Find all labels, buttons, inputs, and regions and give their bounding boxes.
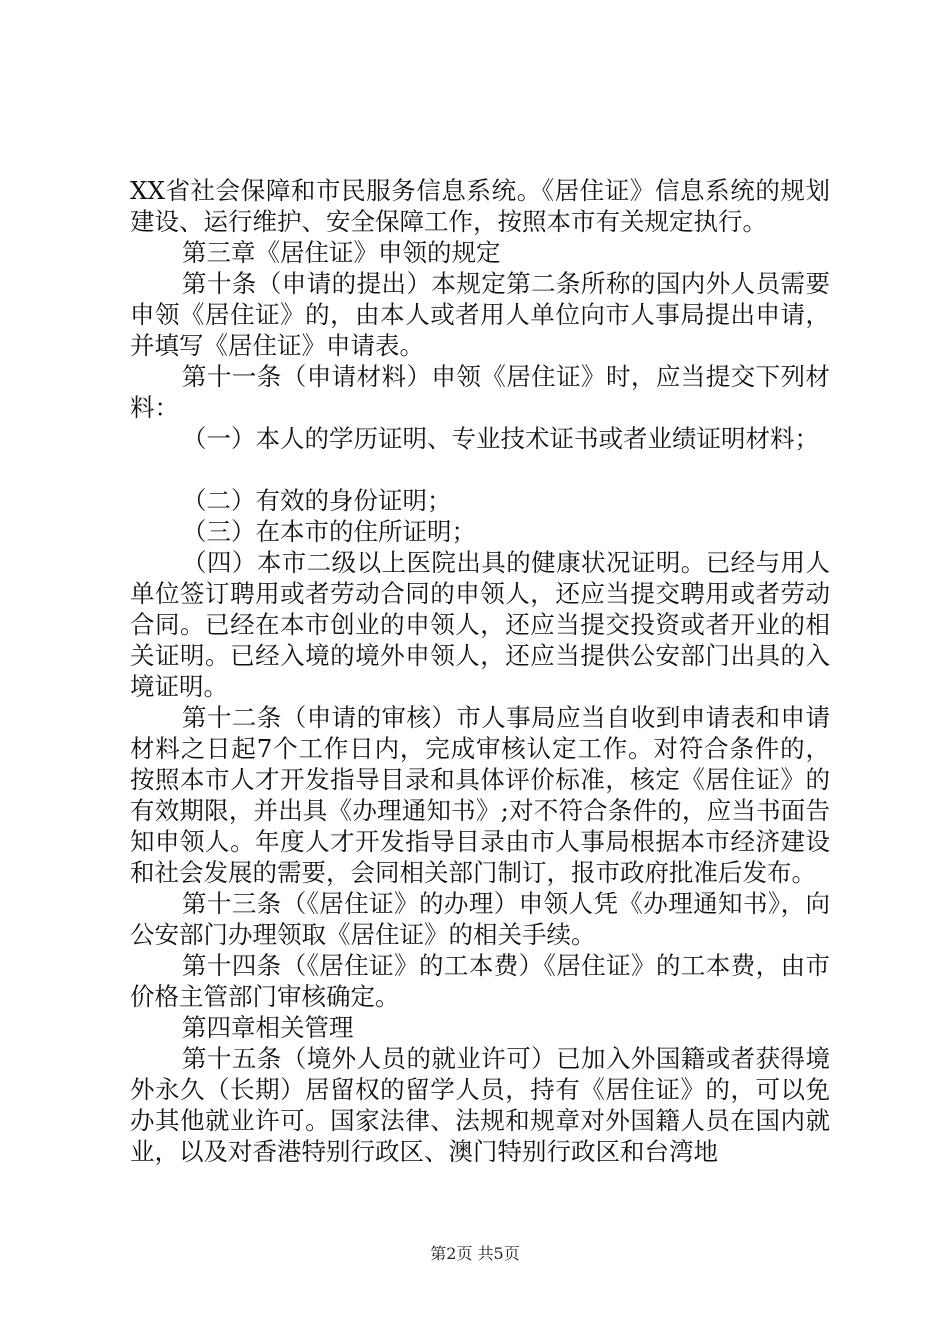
article-13: 第十三条（《居住证》的办理）申领人凭《办理通知书》，向公安部门办理领取《居住证》的相关手续。 bbox=[130, 889, 830, 949]
article-11: 第十一条（申请材料）申领《居住证》时，应当提交下列材料： bbox=[130, 362, 830, 422]
material-item-4: （四）本市二级以上医院出具的健康状况证明。已经与用人单位签订聘用或者劳动合同的申领人，还应当提交聘用或者劳动合同。已经在本市创业的申领人，还应当提交投资或者开业的相关证明。已经入境的境外申领人，还应当提供公安部门出具的入境证明。 bbox=[130, 548, 830, 701]
chapter-heading-4: 第四章相关管理 bbox=[182, 1013, 354, 1042]
material-item-3: （三）在本市的住所证明； bbox=[182, 517, 476, 546]
material-item-2: （二）有效的身份证明； bbox=[182, 486, 452, 515]
article-15: 第十五条（境外人员的就业许可）已加入外国籍或者获得境外永久（长期）居留权的留学人员，持有《居住证》的，可以免办其他就业许可。国家法律、法规和规章对外国籍人员在国内就业，以及对香港特别行政区、澳门特别行政区和台湾地 bbox=[130, 1044, 830, 1166]
article-10: 第十条（申请的提出）本规定第二条所称的国内外人员需要申领《居住证》的，由本人或者用人单位向市人事局提出申请，并填写《居住证》申请表。 bbox=[130, 269, 830, 360]
chapter-heading-3: 第三章《居住证》申领的规定 bbox=[182, 238, 501, 267]
article-12: 第十二条（申请的审核）市人事局应当自收到申请表和申请材料之日起7个工作日内，完成审核认定工作。对符合条件的，按照本市人才开发指导目录和具体评价标准，核定《居住证》的有效期限，并出具《办理通知书》;对不符合条件的，应当书面告知申领人。年度人才开发指导目录由市人事局根据本市经济建设和社会发展的需要，会同相关部门制订，报市政府批准后发布。 bbox=[130, 703, 830, 887]
document-body bbox=[130, 175, 830, 1167]
page-footer: 第2页 共5页 bbox=[430, 1244, 520, 1263]
article-14: 第十四条（《居住证》的工本费）《居住证》的工本费，由市价格主管部门审核确定。 bbox=[130, 951, 830, 1011]
material-item-1: （一）本人的学历证明、专业技术证书或者业绩证明材料； bbox=[182, 424, 819, 453]
paragraph-system-info: XX省社会保障和市民服务信息系统。《居住证》信息系统的规划建设、运行维护、安全保障工作，按照本市有关规定执行。 bbox=[130, 176, 830, 236]
